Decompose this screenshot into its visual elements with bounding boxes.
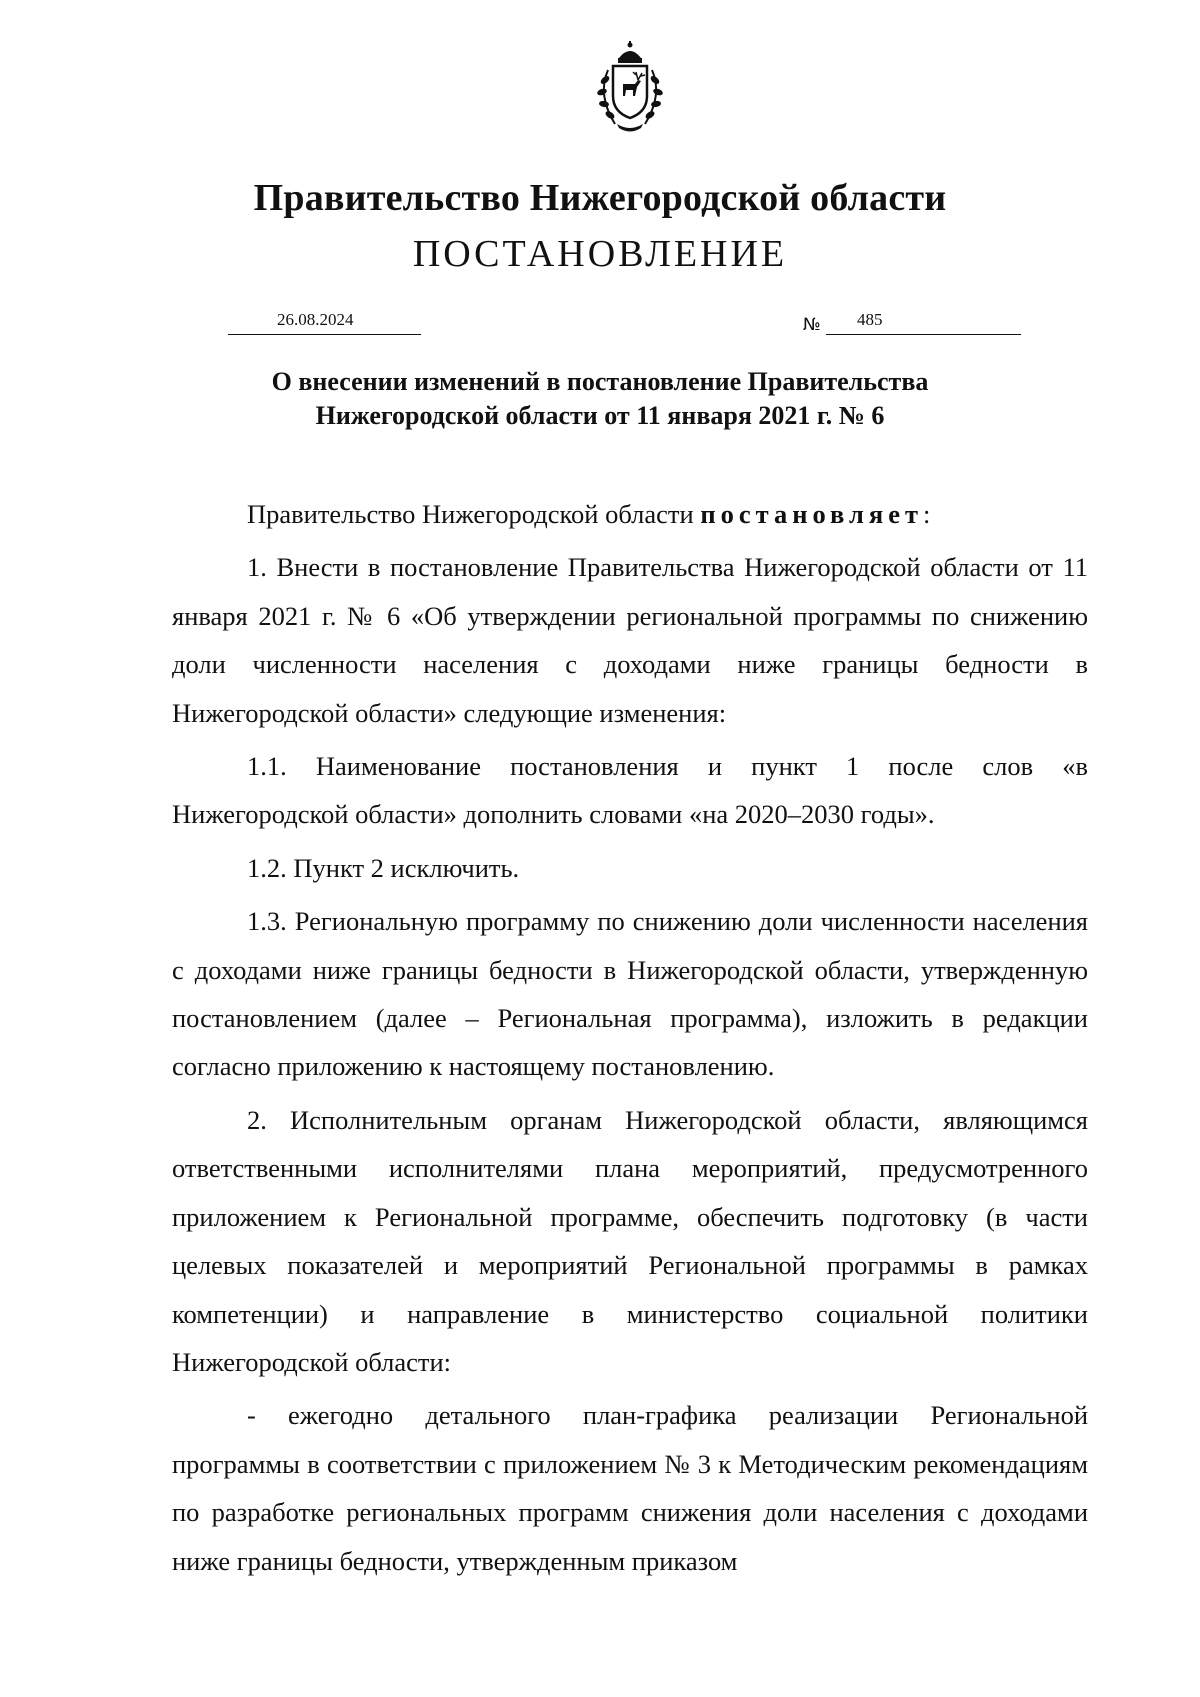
intro-paragraph xyxy=(172,490,1088,538)
paragraph-2: 2. Исполнительным органам Нижегородской области, являющимся ответственными исполнителями плана мероприятий, предусмотренного приложением к Региональной программе, обеспечить подготовку (в части целевых показателей и мероприятий Региональной программы в рамках компетенции) и направление в министерство социальной политики Нижегородской области: xyxy=(172,1104,1088,1377)
document-title xyxy=(0,365,1200,433)
paragraph-1-3: 1.3. Региональную программу по снижению доли численности населения с доходами ниже границы бедности в Нижегородской области, утвержденную постановлением (далее – Региональная программа), изложить в редакции согласно приложению к настоящему постановлению. xyxy=(172,906,1088,1082)
paragraph-1-1: 1.1. Наименование постановления и пункт 1 после слов «в Нижегородской области» дополнить словами «на 2020–2030 годы». xyxy=(172,751,1088,830)
intro-suffix: : xyxy=(923,499,931,529)
paragraph-1-2: 1.2. Пункт 2 исключить. xyxy=(247,852,520,883)
title-line-1: О внесении изменений в постановление Правительства xyxy=(271,367,929,396)
number-underline xyxy=(826,314,1021,335)
paragraph-2-dash-item: - ежегодно детального план-графика реализации Региональной программы в соответствии с приложением № 3 к Методическим рекомендациям по разработке региональных программ снижения доли населения с доходами ниже границы бедности, утвержденным приказом xyxy=(172,1400,1088,1576)
paragraph-1: 1. Внести в постановление Правительства Нижегородской области от 11 января 2021 г. № 6 «Об утверждении региональной программы по снижению доли численности населения с доходами ниже границы бедности в Нижегородской области» следующие изменения: xyxy=(172,552,1088,728)
number-sign: № xyxy=(803,315,821,335)
document-type-heading: ПОСТАНОВЛЕНИЕ xyxy=(412,233,788,275)
document-date: 26.08.2024 xyxy=(277,310,354,329)
government-heading: Правительство Нижегородской области xyxy=(253,177,947,219)
coat-of-arms-emblem xyxy=(575,40,685,140)
title-line-2: Нижегородской области от 11 января 2021 г. № 6 xyxy=(315,401,885,430)
intro-prefix: Правительство Нижегородской области xyxy=(247,499,701,529)
intro-resolves: постановляет xyxy=(700,499,924,529)
document-body xyxy=(172,490,1088,1590)
document-number: 485 xyxy=(857,310,883,329)
